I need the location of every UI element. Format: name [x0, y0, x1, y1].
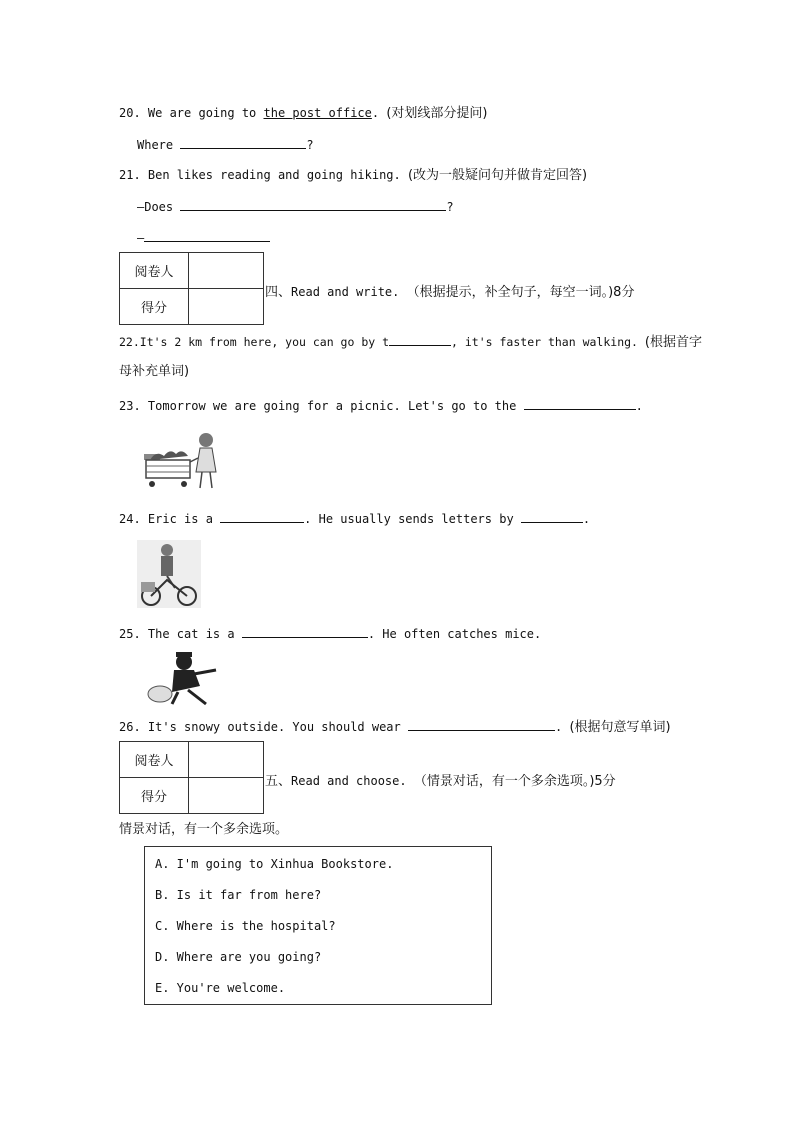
question-22-instruction-cont: 母补充单词) — [119, 364, 190, 379]
cat-arm — [194, 670, 216, 674]
option-b: B. Is it far from here? — [155, 888, 322, 902]
score-label: 得分 — [120, 778, 189, 814]
score-label: 得分 — [120, 289, 189, 325]
score-table — [119, 741, 264, 814]
question-21: 21. Ben likes reading and going hiking. (改为一般疑问句并做肯定回答) — [119, 168, 588, 183]
answer-blank[interactable] — [521, 510, 583, 523]
underlined-phrase: the post office — [263, 106, 372, 120]
answer-blank[interactable] — [144, 229, 270, 242]
question-21-answer-1: —Does ? — [137, 200, 454, 214]
reviewer-label: 阅卷人 — [120, 253, 189, 289]
answer-blank[interactable] — [180, 136, 306, 149]
option-e: E. You're welcome. — [155, 981, 286, 995]
question-22: 22.It's 2 km from here, you can go by t , it's faster than walking. (根据首字 — [119, 335, 702, 350]
woman-dress — [196, 448, 216, 472]
options-box — [144, 846, 492, 1005]
question-26: 26. It's snowy outside. You should wear . (根据句意写单词) — [119, 720, 671, 735]
question-23: 23. Tomorrow we are going for a picnic. Let's go to the . — [119, 399, 643, 413]
police-cat-image — [144, 650, 228, 708]
groceries-shape — [150, 451, 188, 460]
woman-leg — [200, 472, 202, 488]
cart-wheel — [181, 481, 187, 487]
postman-body — [161, 556, 173, 576]
answer-blank[interactable] — [242, 625, 368, 638]
woman-leg — [210, 472, 212, 488]
question-21-answer-2: — — [137, 229, 270, 246]
answer-blank[interactable] — [389, 333, 451, 346]
mouse-shape — [148, 686, 172, 702]
cat-leg — [188, 690, 206, 704]
score-cell[interactable] — [189, 778, 264, 814]
postman-bicycle-image — [137, 540, 201, 608]
section-5-heading: 五、Read and choose. （情景对话，有一个多余选项。)5分 — [265, 774, 616, 789]
answer-blank[interactable] — [408, 718, 555, 731]
question-24: 24. Eric is a . He usually sends letters by . — [119, 512, 591, 526]
woman-head — [199, 433, 213, 447]
postman-head — [161, 544, 173, 556]
police-hat — [176, 652, 192, 657]
question-20-answer: Where ? — [137, 138, 314, 152]
option-d: D. Where are you going? — [155, 950, 322, 964]
score-table — [119, 252, 264, 325]
question-20: 20. We are going to the post office. (对划线部分提问) — [119, 106, 488, 121]
question-25: 25. The cat is a . He often catches mice. — [119, 627, 542, 641]
answer-blank[interactable] — [220, 510, 304, 523]
section-5-note: 情景对话，有一个多余选项。 — [119, 822, 289, 837]
cat-leg — [172, 692, 178, 704]
option-c: C. Where is the hospital? — [155, 919, 336, 933]
option-a: A. I'm going to Xinhua Bookstore. — [155, 857, 394, 871]
reviewer-label: 阅卷人 — [120, 742, 189, 778]
answer-blank[interactable] — [180, 198, 446, 211]
mail-bag — [141, 582, 155, 592]
supermarket-shopping-image — [140, 428, 220, 492]
reviewer-cell[interactable] — [189, 742, 264, 778]
reviewer-cell[interactable] — [189, 253, 264, 289]
cart-wheel — [149, 481, 155, 487]
answer-blank[interactable] — [524, 397, 636, 410]
cart-handle — [190, 458, 198, 462]
cart-basket — [146, 460, 190, 478]
score-cell[interactable] — [189, 289, 264, 325]
section-4-heading: 四、Read and write. （根据提示，补全句子，每空一词。)8分 — [265, 285, 635, 300]
